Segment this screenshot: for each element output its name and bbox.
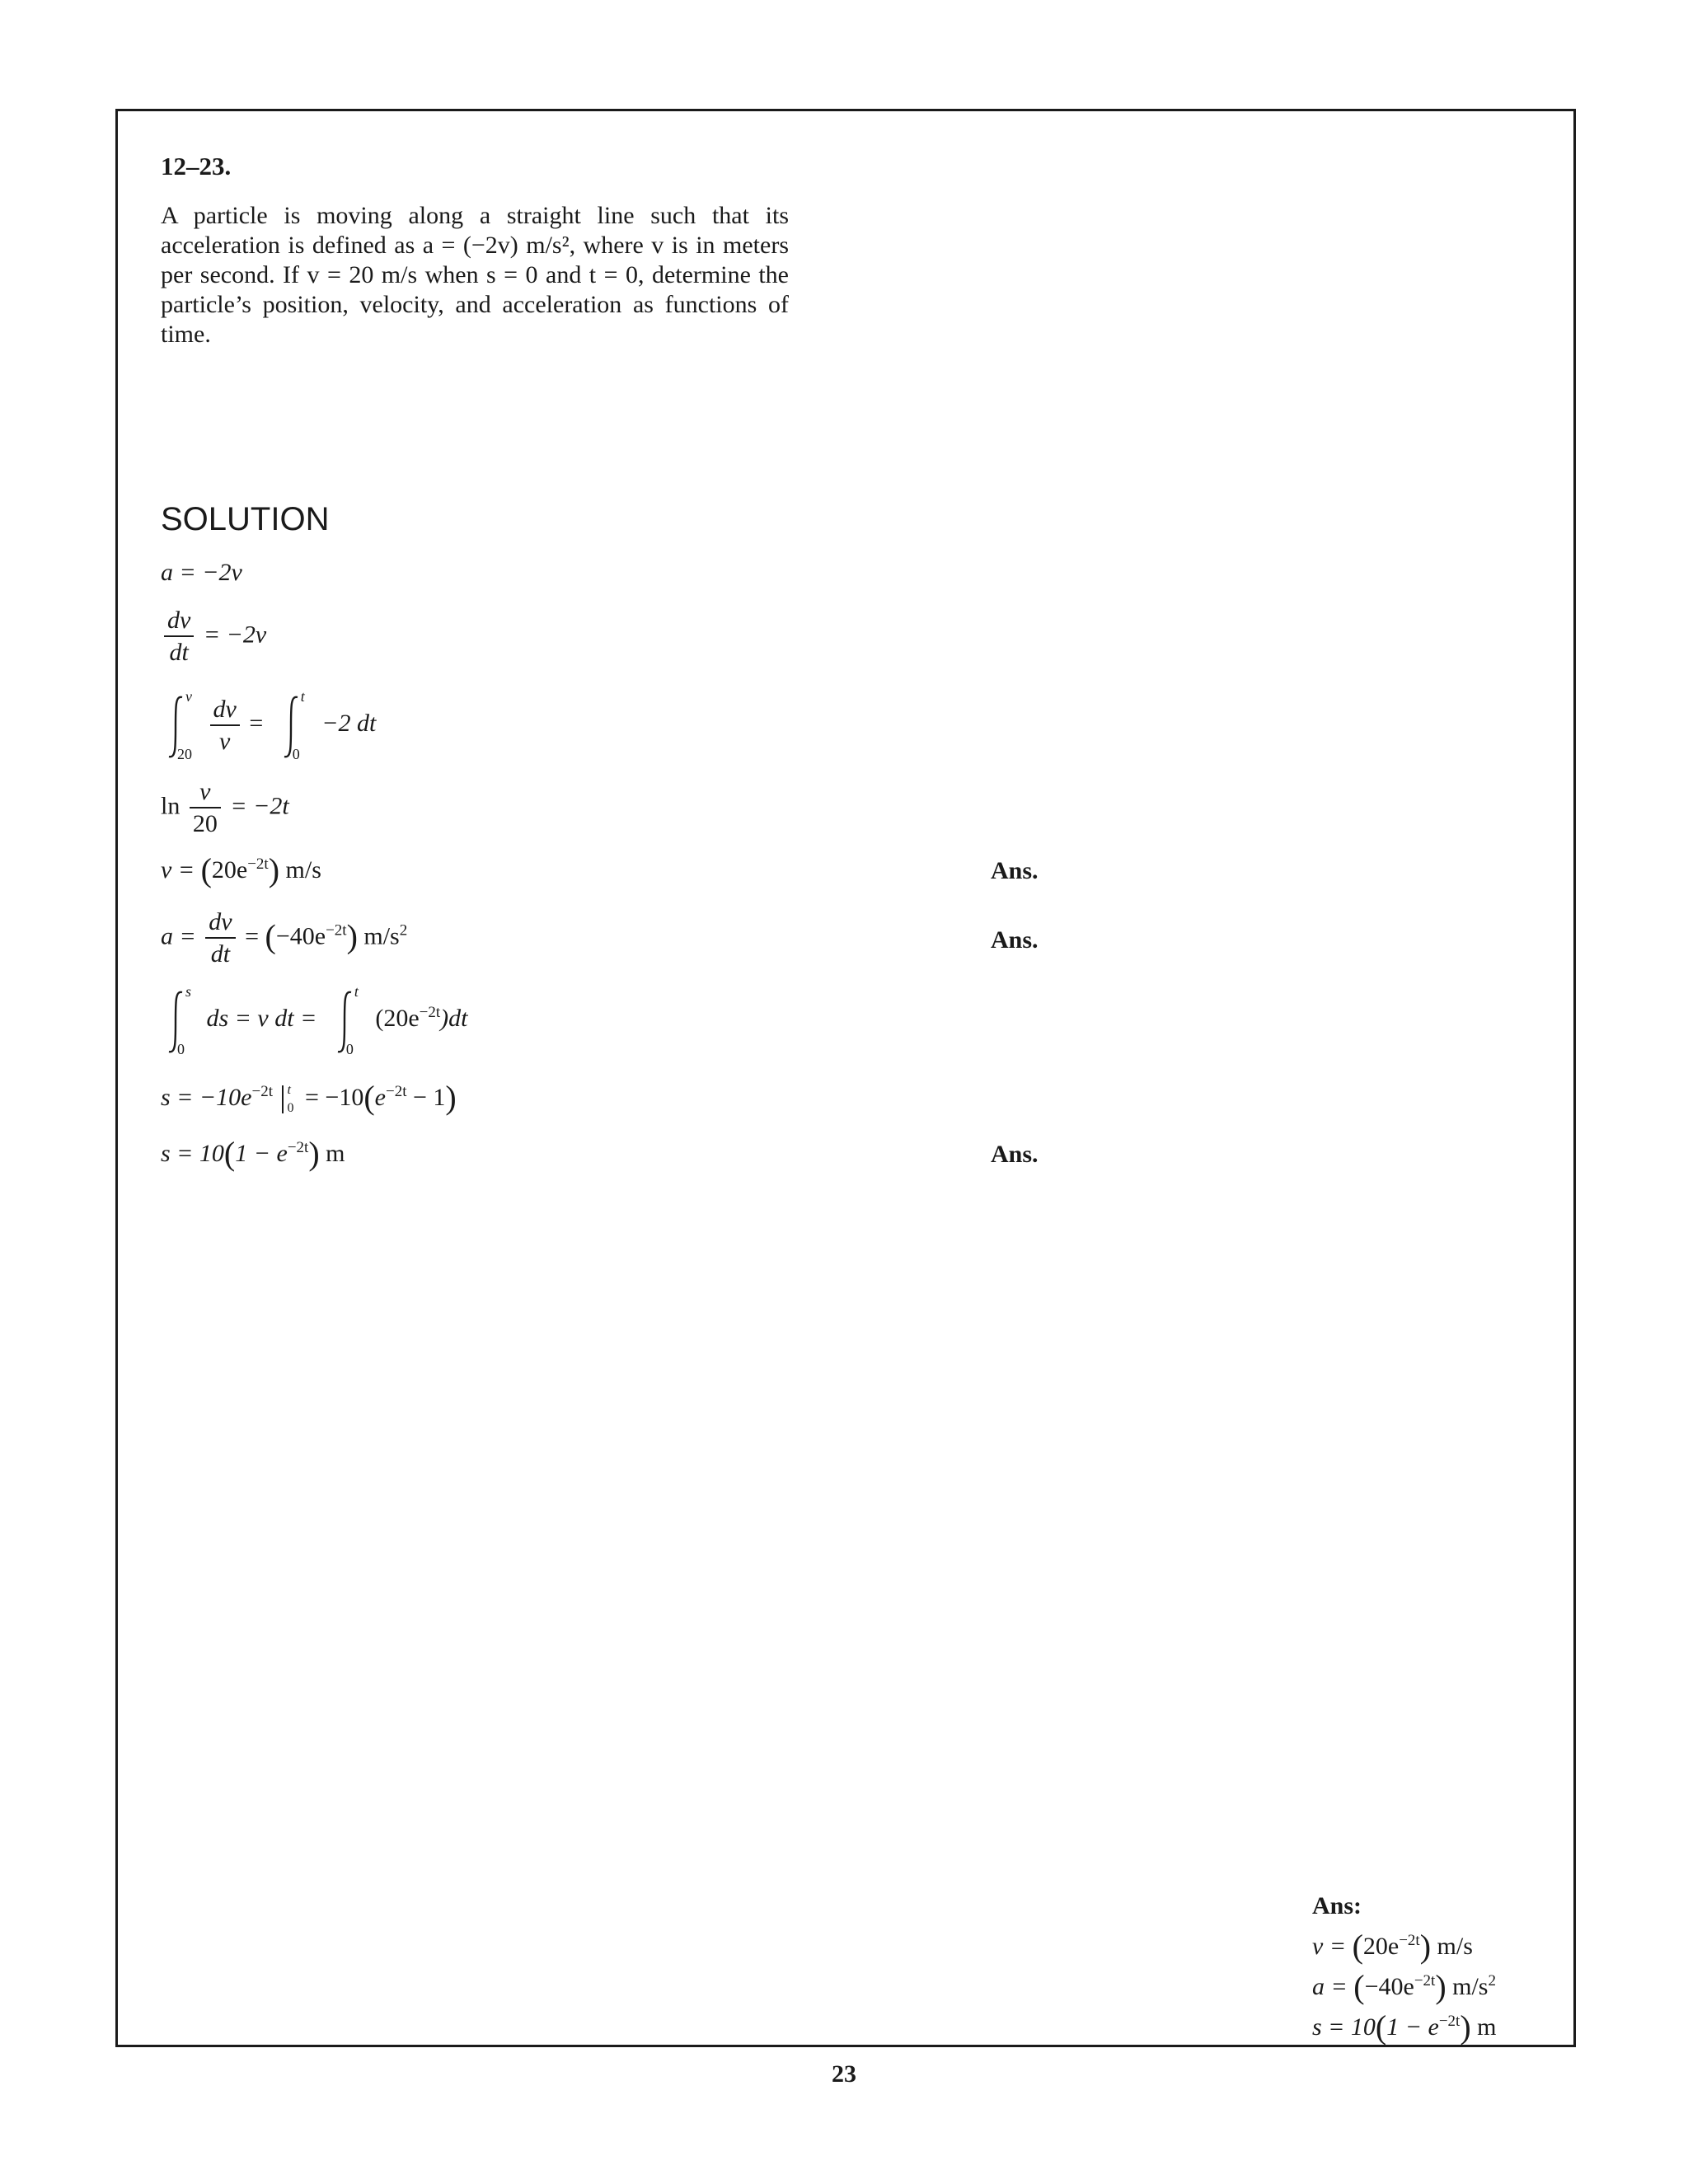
eq3-upper-limit-2: t	[300, 688, 305, 705]
eq7-base: (20e	[375, 1004, 420, 1032]
eq3-denominator: v	[219, 727, 231, 755]
summary-acceleration-lhs: a =	[1312, 1973, 1348, 2000]
summary-acceleration: $a = (-40e^{-2t})$ $m/s^2$	[1312, 1968, 1496, 2005]
summary-velocity: $v = (20e^{-2t})$ m/s	[1312, 1928, 1473, 1965]
eval-upper: t	[287, 1083, 291, 1098]
summary-velocity-lhs: v =	[1312, 1933, 1347, 1960]
eq7-exponent: −2t	[419, 1003, 441, 1021]
eq6-unit-exponent: 2	[399, 921, 408, 940]
integral-sign-1	[161, 688, 200, 762]
eq5-base: 20e	[211, 856, 248, 883]
answer-summary	[1312, 1889, 1496, 2045]
integral-sign-4	[330, 983, 369, 1057]
eq7-upper-limit-2: t	[354, 983, 359, 1000]
eq5-unit: m/s	[285, 856, 321, 883]
answer-label-velocity: Ans.	[991, 857, 1039, 884]
eq6-unit: m/s	[363, 922, 400, 950]
eq6-numerator: dv	[205, 910, 235, 939]
summary-position: $s = 10(1 - e^{-2t})$ m	[1312, 2008, 1497, 2046]
eval-bar	[279, 1083, 298, 1116]
equation-9: $s = 10(1 - e^{-2t})$ m	[161, 1135, 345, 1172]
summary-position-unit: m	[1477, 2013, 1497, 2041]
eq3-fraction	[210, 697, 240, 754]
eq8-inner-exponent: −2t	[385, 1083, 407, 1100]
eq3-lower-limit-1: 20	[177, 746, 192, 762]
eq2-fraction	[164, 608, 194, 665]
summary-title: Ans:	[1312, 1892, 1362, 1919]
problem-number: 12–23.	[161, 152, 232, 180]
equation-5: $v = (20e^{-2t})$ m/s	[161, 851, 321, 888]
eq6-exponent: −2t	[326, 921, 347, 940]
answer-label-acceleration: Ans.	[991, 926, 1039, 954]
page-number: 23	[832, 2060, 856, 2088]
eq4-denominator: 20	[192, 810, 218, 837]
eq5-exponent: −2t	[247, 855, 269, 873]
eq4-numerator: v	[190, 780, 221, 808]
equation-6: a = $\frac{dv}{dt}$ = $(-40e^{-2t})$ $m/s^2$	[161, 908, 408, 968]
eq6-denominator: dt	[210, 940, 231, 968]
equation-3	[161, 688, 377, 762]
eq2-numerator: dv	[164, 608, 194, 637]
eq8-exponent: −2t	[251, 1083, 273, 1100]
summary-velocity-exponent: −2t	[1399, 1932, 1420, 1949]
page-frame	[115, 109, 1576, 2047]
equation-7	[161, 983, 468, 1057]
summary-velocity-unit: m/s	[1437, 1933, 1473, 1960]
summary-position-exponent: −2t	[1438, 2013, 1461, 2030]
eq2-denominator: dt	[169, 639, 189, 666]
summary-position-inner: 1 − e	[1386, 2013, 1439, 2041]
eq7-tail: )dt	[440, 1004, 468, 1032]
equation-4	[161, 780, 289, 837]
eq9-lhs: s = 10	[161, 1140, 224, 1167]
eq6-base: −40e	[275, 922, 326, 950]
eq3-numerator: dv	[210, 697, 240, 726]
equation-2	[161, 608, 266, 665]
eq7-upper-limit-1: s	[185, 983, 192, 1000]
eq6-equals: =	[245, 922, 259, 950]
eq4-rhs: = −2t	[230, 792, 289, 820]
eq8-pre: s = −10e	[161, 1084, 252, 1111]
eq9-inner: 1 − e	[235, 1140, 288, 1167]
eq3-rhs: −2 dt	[321, 709, 377, 737]
eq3-lower-limit-2: 0	[292, 746, 300, 762]
integral-sign-3	[161, 983, 200, 1057]
summary-acceleration-unit-exponent: 2	[1488, 1972, 1496, 1990]
eq2-rhs: = −2v	[203, 621, 267, 649]
solution-heading: SOLUTION	[161, 501, 330, 537]
eq7-lower-limit-1: 0	[177, 1041, 185, 1057]
summary-acceleration-base: −40e	[1364, 1973, 1414, 2000]
summary-acceleration-unit: m/s	[1452, 1973, 1489, 2000]
eq4-ln: ln	[161, 792, 181, 820]
summary-acceleration-exponent: −2t	[1414, 1972, 1436, 1990]
eq8-inner-tail: − 1	[412, 1084, 446, 1111]
eq7-lower-limit-2: 0	[345, 1041, 354, 1057]
eq4-fraction	[190, 780, 221, 837]
eq3-equals: =	[249, 709, 264, 737]
eq1-text: a = −2v	[161, 559, 242, 586]
eq9-unit: m	[326, 1140, 345, 1167]
eq8-inner: e	[374, 1084, 386, 1111]
eq7-middle: ds = v dt =	[206, 1004, 317, 1032]
summary-velocity-base: 20e	[1362, 1933, 1400, 1960]
equation-1	[161, 560, 242, 585]
eq6-fraction	[205, 910, 235, 967]
eval-lower: 0	[287, 1101, 294, 1116]
equation-8: $s = -10e^{-2t}$ t 0 = $-10(e^{-2t} - 1)$	[161, 1079, 457, 1116]
eq6-lhs: a =	[161, 922, 196, 950]
problem-statement: A particle is moving along a straight line such that its acceleration is defined as a = (−2v) m/s², where v is in meters per second. If v = 20 m/s when s = 0 and t = 0, determine the particle’s position, velocity, and acceleration as functions of time.	[161, 202, 789, 348]
eq5-lhs: v =	[161, 856, 195, 883]
eq8-middle: = −10	[304, 1084, 364, 1111]
eq3-upper-limit-1: v	[185, 688, 192, 705]
answer-label-position: Ans.	[991, 1141, 1039, 1168]
eq9-exponent: −2t	[287, 1139, 309, 1156]
integral-sign-2	[276, 688, 316, 762]
summary-position-lhs: s = 10	[1312, 2013, 1376, 2041]
